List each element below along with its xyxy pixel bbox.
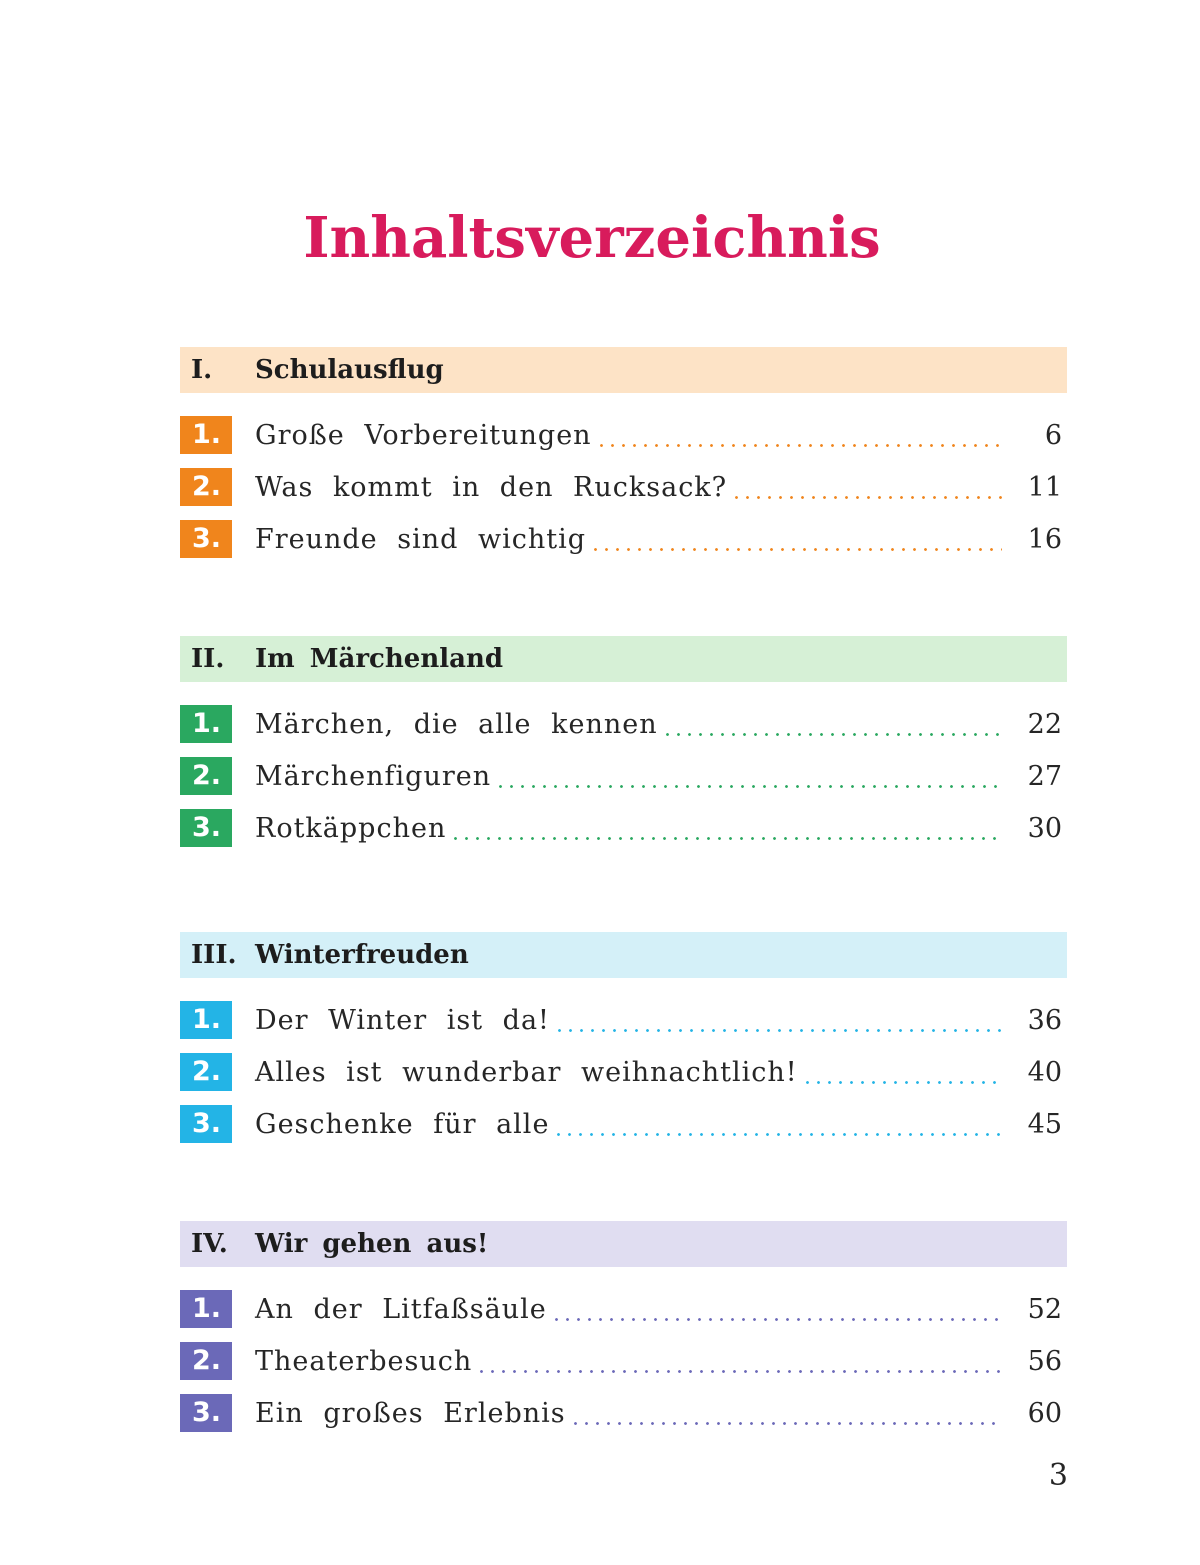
entry-number-badge: 2. [180,1342,232,1380]
toc-entry[interactable] [180,520,1067,558]
entry-title: Märchen, die alle kennen [255,709,662,740]
toc-entry[interactable] [180,757,1067,795]
entry-title: Der Winter ist da! [255,1005,554,1036]
entry-number-badge: 1. [180,705,232,743]
entry-number-badge: 2. [180,757,232,795]
toc-entry[interactable] [180,1001,1067,1039]
section-title: Schulausflug [255,355,444,385]
toc-entry[interactable] [180,705,1067,743]
entry-list [180,1001,1067,1143]
dot-leader [802,1053,1002,1091]
entry-page-number: 40 [1027,1056,1062,1088]
section-4 [180,1221,1067,1446]
dot-leader [590,520,1002,558]
entry-title: Märchenfiguren [255,761,495,792]
dot-leader [554,1001,1002,1039]
entry-number-badge: 2. [180,468,232,506]
dot-leader [553,1105,1002,1143]
entry-number-badge: 1. [180,1290,232,1328]
entry-title: Alles ist wunderbar weihnachtlich! [255,1057,802,1088]
entry-page-number: 16 [1027,523,1062,555]
entry-list [180,1290,1067,1432]
section-1 [180,347,1067,572]
section-header [180,636,1067,682]
entry-number-badge: 3. [180,1105,232,1143]
toc-entry[interactable] [180,1290,1067,1328]
entry-number-badge: 3. [180,1394,232,1432]
entry-title: Was kommt in den Rucksack? [255,472,731,503]
toc-entry[interactable] [180,1342,1067,1380]
entry-page-number: 52 [1027,1293,1062,1325]
toc-entry[interactable] [180,809,1067,847]
dot-leader [495,757,1002,795]
section-header [180,932,1067,978]
entry-page-number: 36 [1027,1004,1062,1036]
dot-leader [570,1394,1002,1432]
entry-title: Geschenke für alle [255,1109,553,1140]
toc-entry[interactable] [180,416,1067,454]
entry-page-number: 22 [1027,708,1062,740]
entry-page-number: 27 [1027,760,1062,792]
entry-number-badge: 1. [180,1001,232,1039]
toc-entry[interactable] [180,1105,1067,1143]
section-header [180,347,1067,393]
section-title: Wir gehen aus! [255,1229,489,1259]
section-title: Im Märchenland [255,644,504,674]
entry-title: Freunde sind wichtig [255,524,590,555]
entry-title: Große Vorbereitungen [255,420,596,451]
section-number: I. [191,355,213,385]
footer-page-number: 3 [1048,1458,1068,1493]
entry-title: Theaterbesuch [255,1346,476,1377]
section-3 [180,932,1067,1157]
entry-number-badge: 2. [180,1053,232,1091]
dot-leader [731,468,1002,506]
section-number: IV. [191,1229,228,1259]
dot-leader [551,1290,1002,1328]
toc-entry[interactable] [180,468,1067,506]
dot-leader [476,1342,1002,1380]
entry-page-number: 6 [1044,419,1062,451]
toc-entry[interactable] [180,1394,1067,1432]
entry-page-number: 30 [1027,812,1062,844]
entry-number-badge: 1. [180,416,232,454]
section-title: Winterfreuden [255,940,469,970]
entry-page-number: 56 [1027,1345,1062,1377]
dot-leader [596,416,1002,454]
entry-list [180,705,1067,847]
section-header [180,1221,1067,1267]
entry-list [180,416,1067,558]
entry-page-number: 11 [1027,471,1062,503]
entry-title: Rotkäppchen [255,813,450,844]
toc-entry[interactable] [180,1053,1067,1091]
entry-page-number: 45 [1027,1108,1062,1140]
entry-number-badge: 3. [180,809,232,847]
entry-title: An der Litfaßsäule [255,1294,551,1325]
entry-title: Ein großes Erlebnis [255,1398,570,1429]
entry-number-badge: 3. [180,520,232,558]
section-number: II. [191,644,225,674]
page-title: Inhaltsverzeichnis [303,205,881,271]
dot-leader [450,809,1002,847]
entry-page-number: 60 [1027,1397,1062,1429]
section-number: III. [191,940,237,970]
section-2 [180,636,1067,861]
dot-leader [662,705,1002,743]
